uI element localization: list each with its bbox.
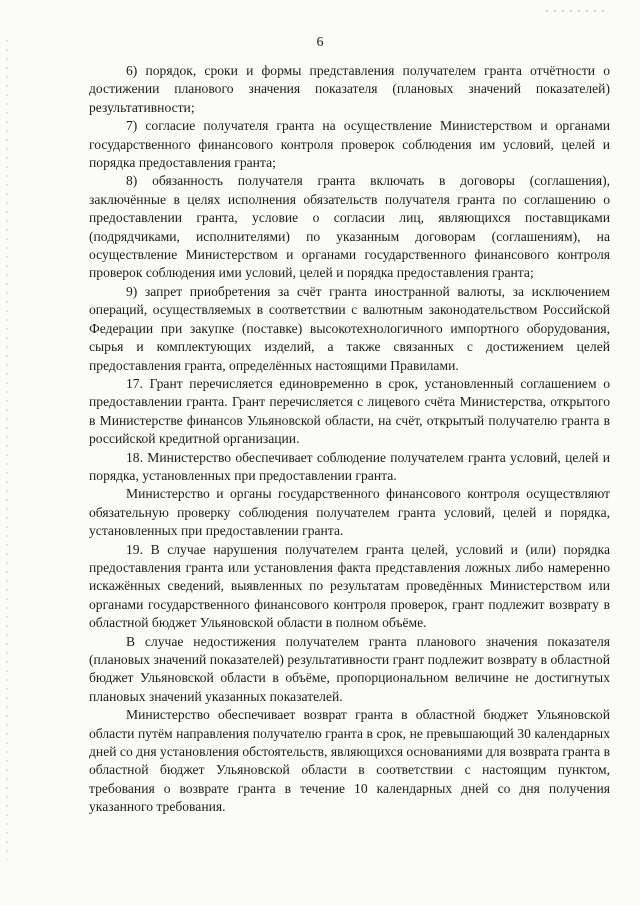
paragraph-item-6: 6) порядок, сроки и формы представления получателем гранта отчётности о достижении планового значения показателя (плановых значений показателей) результативности; xyxy=(89,63,610,115)
paragraph-clause-17: 17. Грант перечисляется единовременно в срок, установленный соглашением о предоставлении гранта. Грант перечисляется с лицевого счёта Министерства, открытого в Министерстве финансов Ульяновской области, на счёт, открытый получателю гранта в российской кредитной организации. xyxy=(89,375,610,447)
paragraph-clause-18-inspection: Министерство и органы государственного финансового контроля осуществляют обязательную проверку соблюдения получателем гранта условий, целей и порядка, установленных при предоставлении гранта. xyxy=(89,486,610,539)
scan-margin-marks xyxy=(6,40,8,860)
paragraph-clause-18: 18. Министерство обеспечивает соблюдение получателем гранта условий, целей и порядка, установленных при предоставлении гранта. xyxy=(89,449,610,483)
paragraph-clause-19-shortfall: В случае недостижения получателем гранта планового значения показателя (плановых значений показателей) результативности грант подлежит возврату в областной бюджет Ульяновской области в объёме, пропорциональном величине не достигнутых плановых значений указанных показателей. xyxy=(89,633,610,704)
paragraph-item-8: 8) обязанность получателя гранта включать в договоры (соглашения), заключённые в целях исполнения обязательств получателя гранта по соглашению о предоставлении гранта, условие о согласии лиц, являющихся поставщиками (подрядчиками, исполнителями) по указанным договорам (соглашениям), на осуществление Министерством и органами государственного финансового контроля проверок соблюдения ими условий, целей и порядка предоставления гранта; xyxy=(89,173,610,281)
scan-corner-marks xyxy=(546,10,606,12)
paragraph-clause-19-return: Министерство обеспечивает возврат гранта в областной бюджет Ульяновской области путём направления получателю гранта в срок, не превышающий 30 календарных дней со дня установления обстоятельств, являющихся основаниями для возврата гранта в областной бюджет Ульяновской области в соответствии с настоящим пунктом, требования о возврате гранта в течение 10 календарных дней со дня получения указанного требования. xyxy=(89,707,610,815)
paragraph-clause-19: 19. В случае нарушения получателем гранта целей, условий и (или) порядка предоставления гранта или установления факта представления ложных либо намеренно искажённых сведений, выявленных по результатам проведённых Министерством или органами государственного финансового контроля проверок, грант подлежит возврату в областной бюджет Ульяновской области в полном объёме. xyxy=(89,541,610,631)
paragraph-item-9: 9) запрет приобретения за счёт гранта иностранной валюты, за исключением операций, осуществляемых в соответствии с валютным законодательством Российской Федерации при закупке (поставке) высокотехнологичного импортного оборудования, сырья и комплектующих изделий, а также связанных с достижением целей предоставления гранта, определённых настоящими Правилами. xyxy=(89,283,610,373)
document-body xyxy=(89,62,610,817)
paragraph-item-7: 7) согласие получателя гранта на осуществление Министерством и органами государственного финансового контроля проверок соблюдения им условий, целей и порядка предоставления гранта; xyxy=(89,118,610,171)
page-number: 6 xyxy=(316,35,324,50)
